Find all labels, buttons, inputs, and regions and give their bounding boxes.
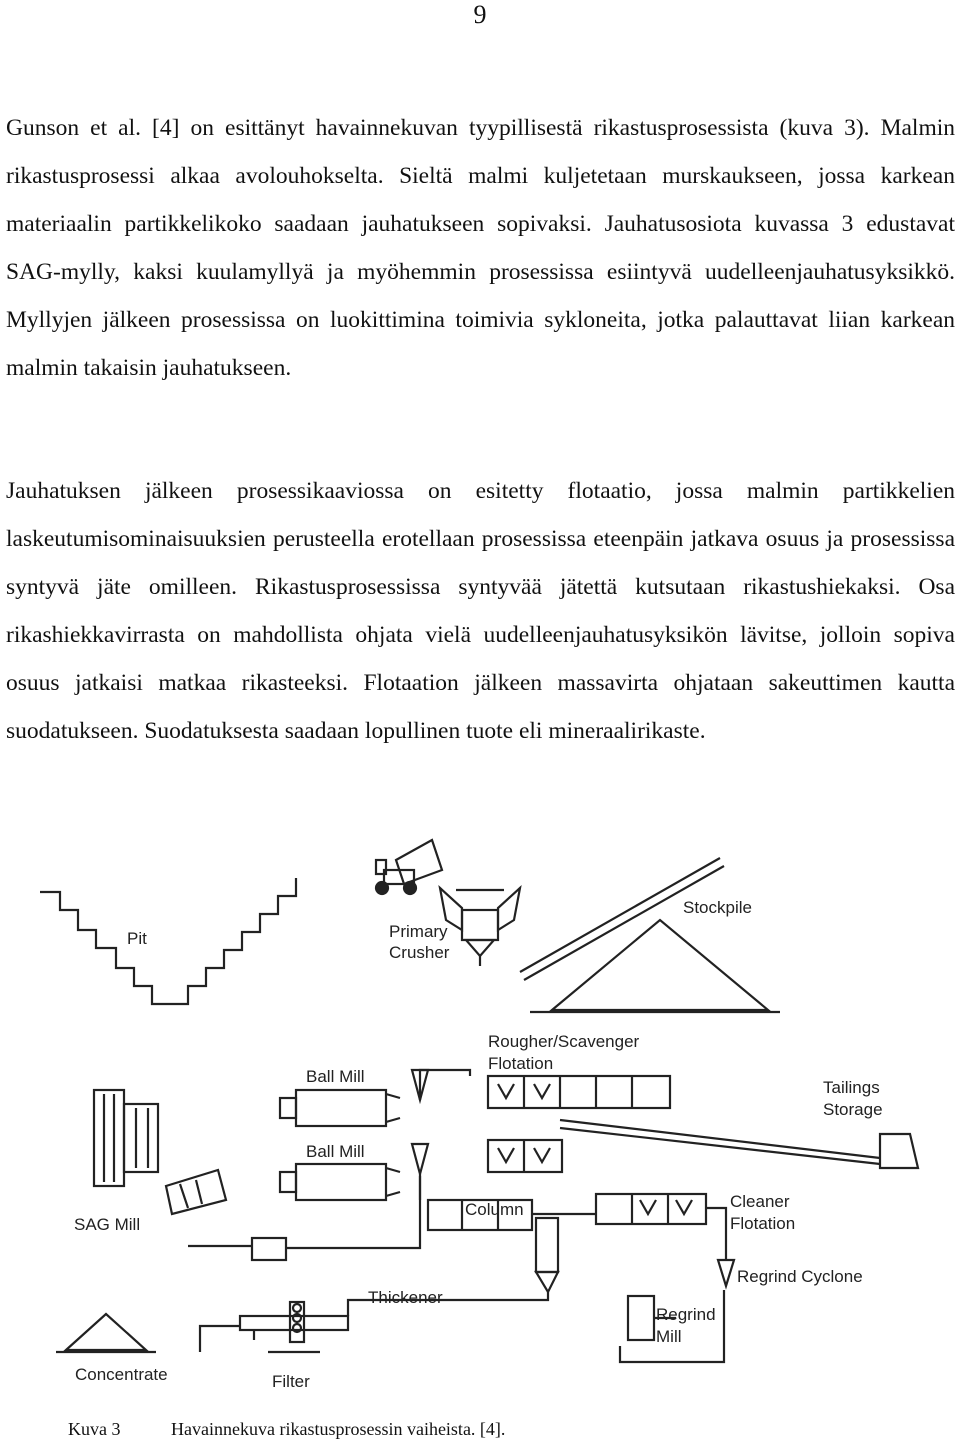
label-filter: Filter	[272, 1372, 310, 1391]
column-flotation	[536, 1218, 558, 1292]
label-rougher-1: Rougher/Scavenger	[488, 1032, 640, 1051]
label-concentrate: Concentrate	[75, 1365, 168, 1384]
primary-crusher-icon	[440, 888, 520, 966]
label-sag-mill: SAG Mill	[74, 1215, 141, 1234]
figure-caption	[68, 1418, 505, 1440]
page-number: 9	[473, 0, 487, 29]
caption-text: Havainnekuva rikastusprosessin vaiheista. [4].	[171, 1419, 506, 1439]
label-cleaner-2: Flotation	[730, 1214, 796, 1233]
label-stockpile: Stockpile	[683, 898, 752, 917]
label-regrind-mill-1: Regrind	[656, 1305, 716, 1324]
thickener-filter	[240, 1302, 348, 1352]
label-primary-crusher-1: Primary	[389, 922, 448, 941]
concentrate-pile	[56, 1314, 156, 1352]
label-cleaner-1: Cleaner	[730, 1192, 790, 1211]
label-ball-mill-1: Ball Mill	[306, 1067, 365, 1086]
paragraph-1: Gunson et al. [4] on esittänyt havainnekuvan tyypillisestä rikastusprosessista (kuva 3). Malmin rikastusprosessi alkaa avolouhokselta. Sieltä malmi kuljetetaan murskaukseen, jossa karkean materiaalin partikkelikoko saadaan jauhatukseen sopivaksi. Jauhatusosiota kuvassa 3 edustavat SAG-mylly, kaksi kuulamyllyä ja myöhemmin prosessissa esiintyvä uudelleenjauhatusyksikkö. Myllyjen jälkeen prosessissa on luokittimina toimivia sykloneita, jotka palauttavat liian karkean malmin takaisin jauhatukseen.	[6, 115, 955, 381]
label-column: Column	[465, 1200, 524, 1219]
label-pit: Pit	[127, 929, 147, 948]
ball-mills	[280, 1070, 428, 1200]
label-regrind-cyclone: Regrind Cyclone	[737, 1267, 863, 1286]
rougher-flotation-cells	[488, 1076, 670, 1172]
label-thickener: Thickener	[368, 1288, 443, 1307]
tailings-storage	[560, 1120, 918, 1168]
process-diagram	[0, 830, 960, 1400]
label-tailings-1: Tailings	[823, 1078, 880, 1097]
label-primary-crusher-2: Crusher	[389, 943, 450, 962]
label-tailings-2: Storage	[823, 1100, 883, 1119]
label-regrind-mill-2: Mill	[656, 1327, 682, 1346]
paragraph-2: Jauhatuksen jälkeen prosessikaaviossa on esitetty flotaatio, jossa malmin partikkelien laskeutumisominaisuuksien perusteella erotellaan prosessissa eteenpäin jatkava osuus ja prosessissa syntyvä jäte omilleen. Rikastusprosessissa syntyvää jätettä kutsutaan rikastushiekaksi. Osa rikashiekkavirrasta on mahdollista ohjata vielä uudelleenjauhatusyksikön lävitse, jolloin sopiva osuus jatkaisi matkaa rikasteeksi. Flotaation jälkeen massavirta ohjataan sakeuttimen kautta suodatukseen. Suodatuksesta saadaan lopullinen tuote eli mineraalirikaste.	[6, 478, 955, 744]
label-rougher-2: Flotation	[488, 1054, 554, 1073]
stockpile-conveyor	[520, 858, 780, 1012]
caption-number: Kuva 3	[68, 1419, 121, 1439]
haul-truck-icon	[376, 840, 442, 894]
sag-mill	[94, 1090, 286, 1260]
pit-illustration	[40, 878, 296, 1004]
label-ball-mill-2: Ball Mill	[306, 1142, 365, 1161]
